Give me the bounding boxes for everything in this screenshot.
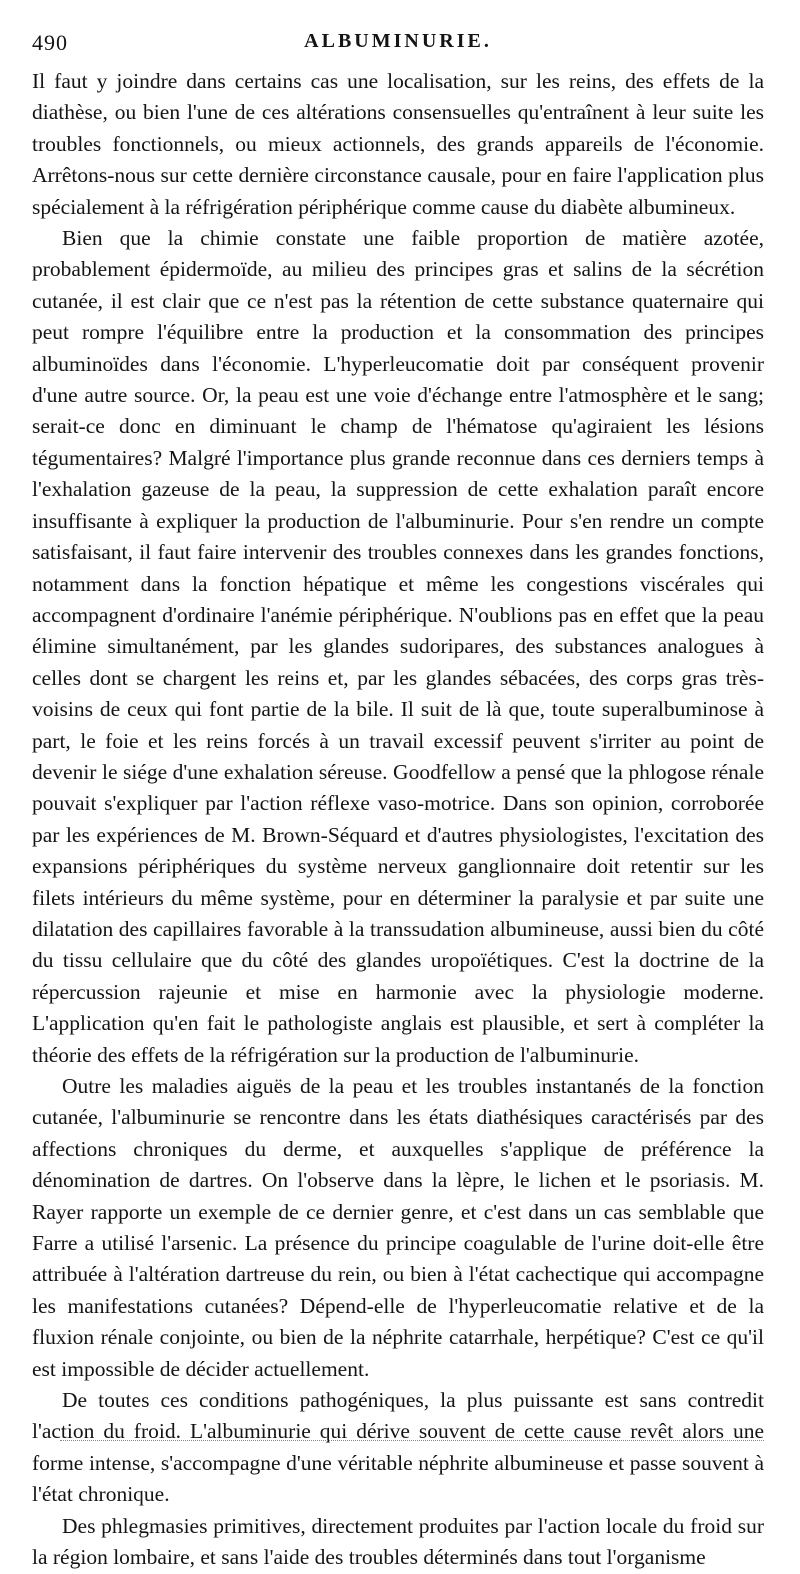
running-title: ALBUMINURIE. — [304, 30, 492, 52]
body-text — [32, 66, 764, 1574]
page-number: 490 — [32, 30, 68, 55]
paragraph-5: Des phlegmasies primitives, directement produites par l'action locale du froid sur la région lombaire, et sans l'aide des troubles déterminés dans tout l'organisme — [32, 1513, 764, 1570]
paragraph-3: Outre les maladies aiguës de la peau et les troubles instantanés de la fonction cutanée, l'albuminurie se rencontre dans les états diathésiques caractérisés par des affections chroniques du derme, et auxquelles s'applique de préférence la dénomination de dartres. On l'observe dans la lèpre, le lichen et le psoriasis. M. Rayer rapporte un exemple de ce dernier genre, et c'est dans un cas semblable que Farre a utilisé l'arsenic. La présence du principe coagulable de l'urine doit-elle être attribuée à l'altération dartreuse du rein, ou bien à l'état cachectique qui accompagne les manifestations cutanées? Dépend-elle de l'hyperleucomatie relative et de la fluxion rénale conjointe, ou bien de la néphrite catarrhale, herpétique? C'est ce qu'il est impossible de décider actuellement. — [32, 1074, 764, 1381]
page-header — [32, 30, 764, 64]
paragraph-2: Bien que la chimie constate une faible proportion de matière azotée, probablement épidermoïde, au milieu des principes gras et salins de la sécrétion cutanée, il est clair que ce n'est pas la rétention de cette substance quaternaire qui peut rompre l'équilibre entre la production et la consommation des principes albuminoïdes dans l'économie. L'hyperleucomatie doit par conséquent provenir d'une autre source. Or, la peau est une voie d'échange entre l'atmosphère et le sang; serait-ce donc en diminuant le champ de l'hématose qu'agiraient les lésions tégumentaires? Malgré l'importance plus grande reconnue dans ces derniers temps à l'exhalation gazeuse de la peau, la suppression de cette exhalation paraît encore insuffisante à expliquer la production de l'albuminurie. Pour s'en rendre un compte satisfaisant, il faut faire intervenir des troubles connexes dans les grandes fonctions, notamment dans la fonction hépatique et même les congestions viscérales qui accompagnent d'ordinaire l'anémie périphérique. N'oublions pas en effet que la peau élimine simultanément, par les glandes sudoripares, des substances analogues à celles dont se chargent les reins et, par les glandes sébacées, des corps gras très-voisins de ceux qui font partie de la bile. Il suit de là que, toute superalbuminose à part, le foie et les reins forcés à un travail excessif peuvent s'irriter au point de devenir le siége d'une exhalation séreuse. Goodfellow a pensé que la phlogose rénale pouvait s'expliquer par l'action réflexe vaso-motrice. Dans son opinion, corroborée par les expériences de M. Brown-Séquard et d'autres physiologistes, l'excitation des expansions périphériques du système nerveux ganglionnaire doit retentir sur les filets intérieurs du même système, pour en déterminer la paralysie et par suite une dilatation des capillaires favorable à la transsudation albumineuse, aussi bien du côté du tissu cellulaire que du côté des glandes uropoïétiques. C'est la doctrine de la répercussion rajeunie et mise en harmonie avec la physiologie moderne. L'application qu'en fait le pathologiste anglais est plausible, et sert à compléter la théorie des effets de la réfrigération sur la production de l'albuminurie. — [32, 226, 764, 1067]
footer-rule — [60, 1440, 764, 1441]
paragraph-1: Il faut y joindre dans certains cas une localisation, sur les reins, des effets de la diathèse, ou bien l'une de ces altérations consensuelles qu'entraînent à leur suite les troubles fonctionnels, ou mieux actionnels, des grands appareils de l'économie. Arrêtons-nous sur cette dernière circonstance causale, pour en faire l'application plus spécialement à la réfrigération périphérique comme cause du diabète albumineux. — [32, 69, 764, 219]
paragraph-4: De toutes ces conditions pathogéniques, la plus puissante est sans contredit l'action du froid. L'albuminurie qui dérive souvent de cette cause revêt alors une forme intense, s'accompagne d'une véritable néphrite albumineuse et passe souvent à l'état chronique. — [32, 1388, 764, 1507]
